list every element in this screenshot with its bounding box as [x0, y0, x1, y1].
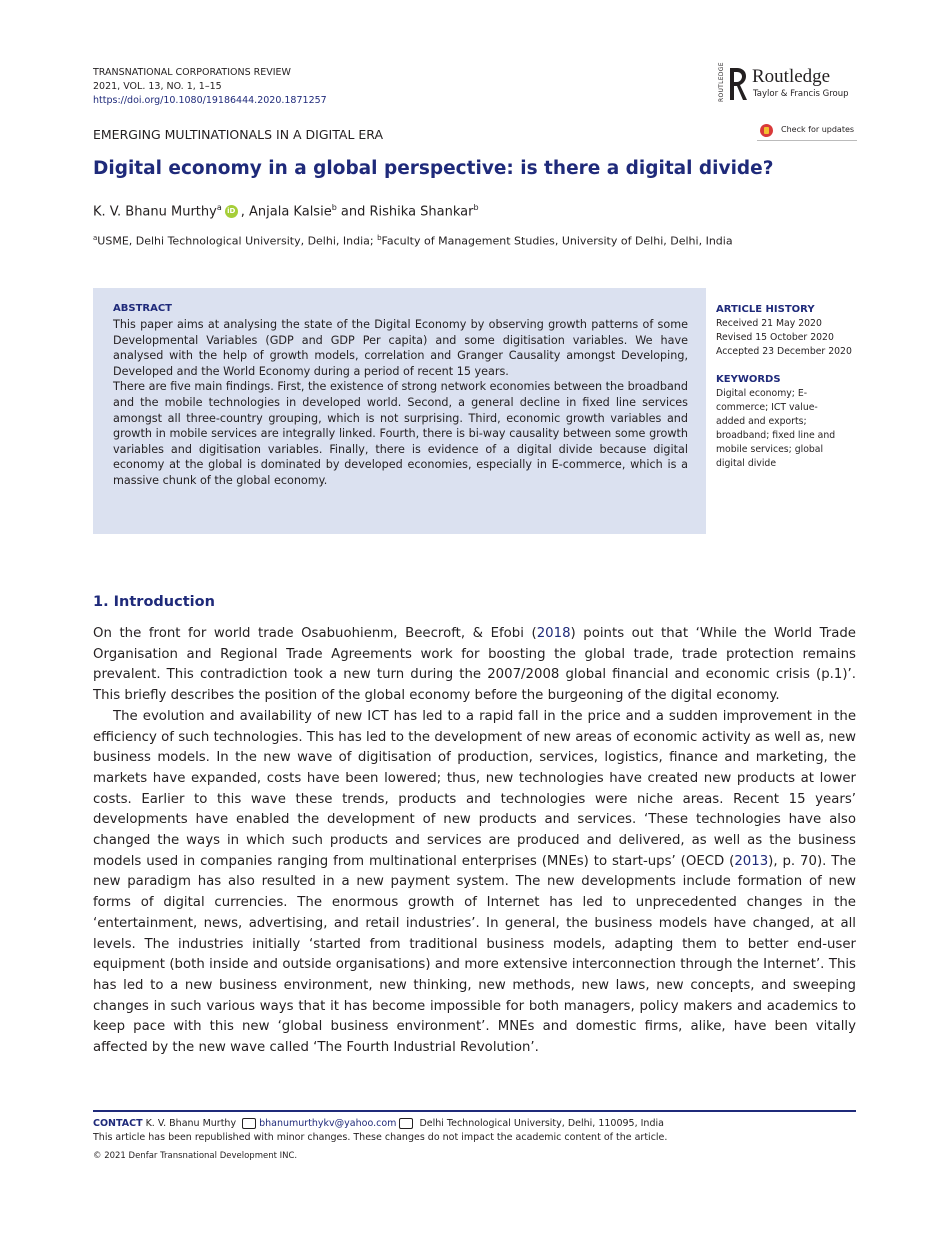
intro-p2-text-b: ), p. 70). The new paradigm has also resulted in a new payment system. The new developments include formation of new forms of digital currencies. The enormous growth of Internet has led to unprecedented changes in the ‘entertainment, news, advertising, and retail industries’. In general, the business models have changed, at all levels. The industries initially ‘started from traditional business models, adapting them to better end-user equipment (both inside and outside organisations) and more extensive interconnection through the Internet’. This has led to a new business environment, new thinking, new methods, new laws, new concepts, and sweeping changes in such various ways that it has become impossible for both managers, policy makers and academics to keep pace with this new ‘global business environment’. MNEs and domestic firms, alike, have been vitally affected by the new wave called ‘The Fourth Industrial Revolution’.	[93, 853, 856, 1056]
check-updates-icon	[760, 124, 773, 137]
affil-b: Faculty of Management Studies, University of Delhi, Delhi, India	[381, 234, 733, 248]
section-label: EMERGING MULTINATIONALS IN A DIGITAL ERA	[93, 127, 384, 142]
routledge-r-icon	[726, 66, 748, 102]
contact-footer	[93, 1117, 856, 1145]
publisher-vertical-text: ROUTLEDGE	[718, 62, 725, 102]
publisher-sub: Taylor & Francis Group	[753, 89, 849, 99]
abstract-text	[113, 317, 688, 489]
author-list	[93, 203, 479, 219]
contact-email-link[interactable]: bhanumurthykv@yahoo.com	[259, 1118, 397, 1129]
address-icon	[399, 1118, 413, 1129]
affil-a: USME, Delhi Technological University, Delhi, India;	[97, 234, 378, 248]
contact-line	[93, 1117, 856, 1131]
abstract-paragraph-1: This paper aims at analysing the state of the Digital Economy by observing growth patterns of some Developmental Variables (GDP and GDP Per capita) and some digitisation variables. We have analysed with the help of growth models, correlation and Granger Causality amongst Developing, Developed and the World Economy during a period of recent 15 years.	[113, 318, 688, 378]
section-heading-introduction: 1. Introduction	[93, 594, 215, 610]
intro-p2-text-a: The evolution and availability of new ICT has led to a rapid fall in the price and a sudden improvement in the efficiency of such technologies. This has led to the development of new areas of economic activity as well as, new business models. In the new wave of digitisation of production, services, logistics, finance and marketing, the markets have expanded, costs have been lowered; thus, new technologies have created new products at lower costs. Earlier to this wave these trends, products and technologies were niche areas. Recent 15 years’ developments have enabled the development of new products and services. ‘These technologies have also changed the ways in which such products and services are produced and delivered, as well as the business models used in companies ranging from multinational enterprises (MNEs) to start-ups’ (OECD (	[93, 708, 856, 869]
revised-date: Revised 15 October 2020	[716, 332, 834, 343]
affiliations	[93, 234, 733, 248]
affil-b-sup: b	[377, 234, 382, 242]
contact-name: K. V. Bhanu Murthy	[142, 1118, 240, 1129]
keywords-heading: KEYWORDS	[716, 374, 781, 385]
citation-link-2013[interactable]: 2013	[734, 853, 769, 869]
author-2-sup: b	[331, 203, 337, 212]
check-updates-label: Check for updates	[781, 125, 855, 134]
introduction-body	[93, 624, 856, 1059]
journal-info	[93, 66, 327, 108]
intro-p1-text-b: ) points out that ‘While the World Trade Organisation and Regional Trade Agreements work for boosting the global trade, trade protection remains prevalent. This contradiction took a new turn during the 2007/2008 global financial and economic crisis (p.1)’. This briefly describes the position of the global economy before the burgeoning of the digital economy.	[93, 626, 856, 704]
accepted-date: Accepted 23 December 2020	[716, 346, 852, 357]
author-3[interactable]: and Rishika Shankar	[336, 204, 474, 220]
intro-p1-text-a: On the front for world trade Osabuohienm, Beecroft, & Efobi (	[93, 626, 537, 641]
affil-a-sup: a	[93, 234, 98, 242]
contact-label: CONTACT	[93, 1118, 143, 1129]
republish-note: This article has been republished with minor changes. These changes do not impact the academic content of the article.	[93, 1132, 668, 1143]
article-history	[716, 303, 866, 359]
email-icon	[242, 1118, 256, 1129]
article-history-heading: ARTICLE HISTORY	[716, 304, 815, 315]
author-3-sup: b	[473, 203, 479, 212]
author-2[interactable]: , Anjala Kalsie	[240, 204, 332, 220]
intro-paragraph-2	[93, 707, 856, 1059]
contact-address: Delhi Technological University, Delhi, 110095, India	[416, 1118, 664, 1129]
article-title: Digital economy in a global perspective: is there a digital divide?	[93, 158, 774, 179]
volume-line: 2021, VOL. 13, NO. 1, 1–15	[93, 81, 222, 92]
abstract-paragraph-2: There are five main findings. First, the existence of strong network economies between the broadband and the mobile technologies in developed world. Second, a general decline in fixed line services amongst all three-country grouping, which is not surprising. Third, economic growth variables and growth in mobile services are integrally linked. Fourth, there is bi-way causality between some growth variables and digitisation variables. Finally, there is evidence of a digital divide because digital economy at the global is dominated by developed economies, especially in E-commerce, which is a massive chunk of the global economy.	[113, 380, 688, 487]
citation-link-2018[interactable]: 2018	[536, 626, 571, 641]
publisher-name: Routledge	[752, 66, 831, 87]
intro-paragraph-1	[93, 624, 856, 707]
abstract-heading: ABSTRACT	[113, 303, 172, 314]
publisher-logo[interactable]	[718, 64, 858, 104]
author-1-sup: a	[216, 203, 222, 212]
copyright: © 2021 Denfar Transnational Development INC.	[93, 1151, 298, 1161]
orcid-icon[interactable]: iD	[225, 205, 238, 218]
received-date: Received 21 May 2020	[716, 318, 822, 329]
author-1[interactable]: K. V. Bhanu Murthy	[93, 204, 217, 220]
footer-divider	[93, 1110, 856, 1112]
journal-name: TRANSNATIONAL CORPORATIONS REVIEW	[93, 67, 291, 78]
keywords-text: Digital economy; E-commerce; ICT value-added and exports; broadband; fixed line and mobile services; global digital divide	[716, 388, 836, 469]
doi-link[interactable]: https://doi.org/10.1080/19186444.2020.1871257	[93, 95, 327, 106]
check-updates-button[interactable]	[757, 122, 857, 141]
keywords	[716, 373, 841, 471]
